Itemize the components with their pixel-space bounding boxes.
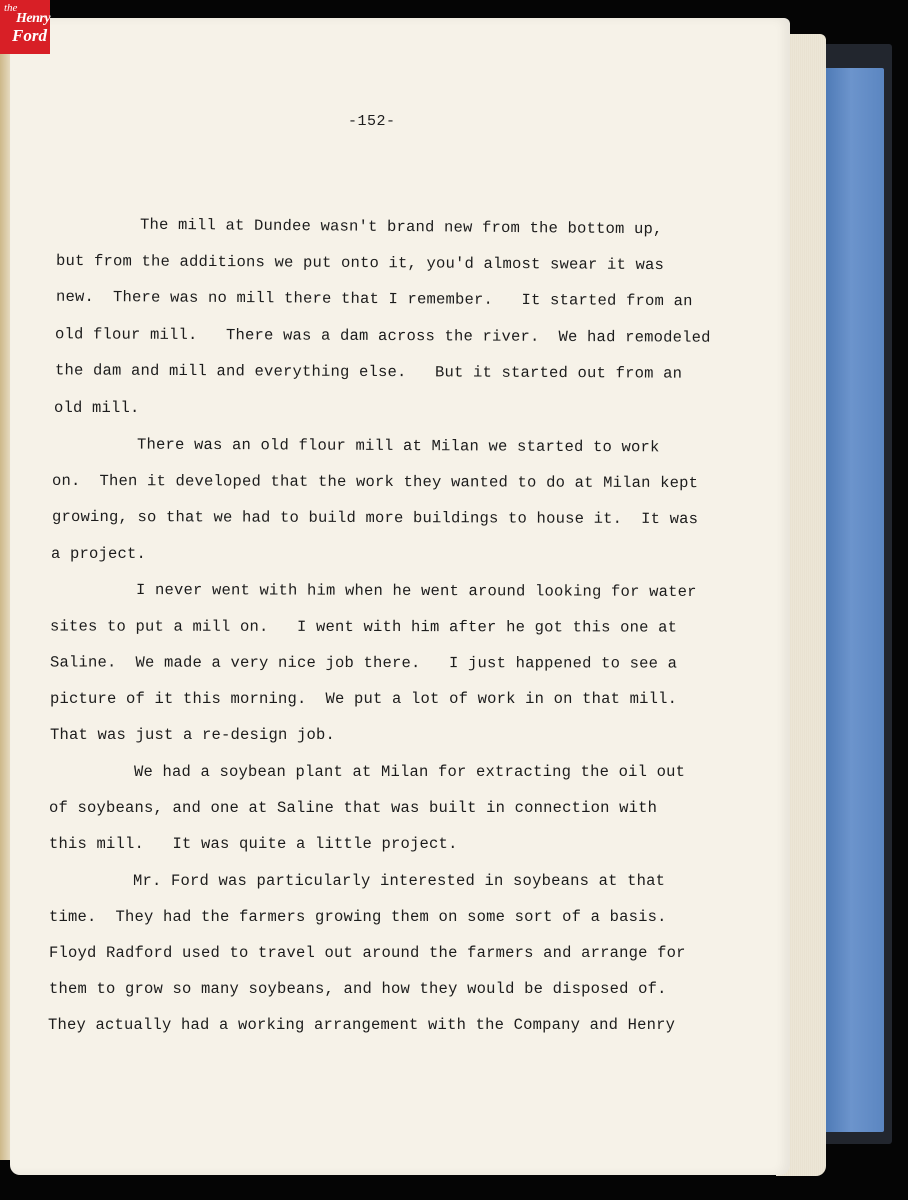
text-line: of soybeans, and one at Saline that was built in connection with [49, 799, 658, 817]
text-line: Saline. We made a very nice job there. I just happened to see a [49, 653, 678, 673]
text-line: I never went with him when he went around looking for water [135, 581, 697, 601]
text-line: old mill. [54, 399, 140, 417]
logo-ford: Ford [12, 26, 47, 45]
logo-henry: Henry [16, 11, 51, 26]
logo-the: the [4, 2, 18, 14]
text-line: a project. [51, 545, 147, 563]
text-line: picture of it this morning. We put a lot of work in on that mill. [50, 690, 678, 708]
text-line: time. They had the farmers growing them on some sort of a basis. [49, 908, 667, 926]
henry-ford-logo [0, 0, 50, 54]
text-line: the dam and mill and everything else. But it started out from an [54, 361, 683, 383]
text-line: We had a soybean plant at Milan for extracting the oil out [134, 763, 686, 781]
text-line: this mill. It was quite a little project. [49, 835, 458, 853]
text-line: on. Then it developed that the work they wanted to do at Milan kept [51, 471, 699, 493]
page-number: -152- [348, 113, 396, 130]
text-line: sites to put a mill on. I went with him after he got this one at [49, 617, 678, 637]
text-line: but from the additions we put onto it, you'd almost swear it was [55, 251, 665, 275]
text-line: The mill at Dundee wasn't brand new from the bottom up, [139, 215, 663, 239]
text-line: growing, so that we had to build more buildings to house it. It was [51, 507, 699, 529]
text-line: There was an old flour mill at Milan we started to work [136, 435, 660, 457]
text-line: Mr. Ford was particularly interested in soybeans at that [133, 872, 666, 890]
text-line: Floyd Radford used to travel out around the farmers and arrange for [49, 944, 686, 962]
text-line: old flour mill. There was a dam across the river. We had remodeled [54, 325, 711, 347]
book-cover-cloth [824, 68, 884, 1132]
text-line: That was just a re-design job. [50, 726, 336, 744]
text-line: They actually had a working arrangement with the Company and Henry [48, 1016, 676, 1034]
text-line: them to grow so many soybeans, and how they would be disposed of. [49, 980, 667, 998]
text-line: new. There was no mill there that I remember. It started from an [55, 287, 693, 311]
